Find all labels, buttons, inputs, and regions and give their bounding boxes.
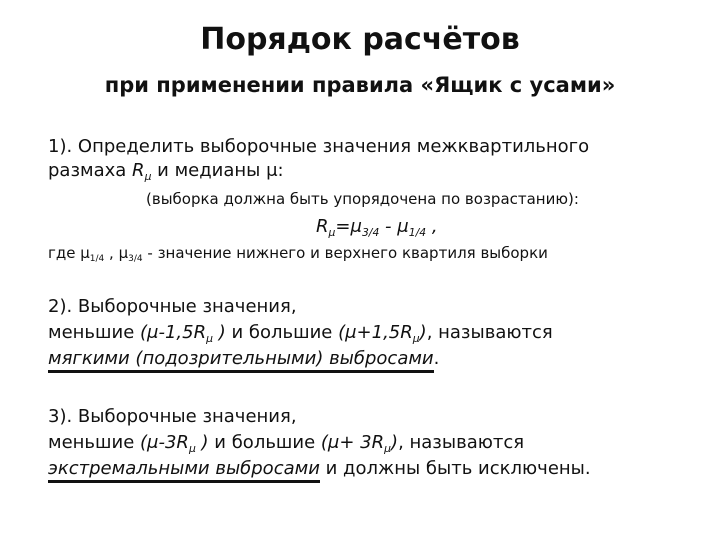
mild-outliers-term: мягкими (подозрительными) выбросами: [48, 348, 434, 373]
step2-lower-bound: ($\mu-1,5R_\mu$ ): [140, 322, 226, 345]
extreme-outliers-term: экстремальными выбросами: [48, 458, 320, 483]
step1-line1: 1). Определить выборочные значения межквартильного: [48, 136, 590, 157]
step1-note: (выборка должна быть упорядочена по возрастанию):: [146, 190, 579, 208]
step1-text: размаха: [48, 160, 133, 181]
slide-subtitle: при применении правила «Ящик с усами»: [104, 73, 616, 97]
formula-end: ,: [426, 216, 438, 237]
formula-sub-14: 1/4: [408, 225, 427, 239]
iqr-formula: [316, 216, 438, 239]
step2-line1: 2). Выборочные значения,: [48, 296, 297, 317]
step1-line2: [48, 160, 284, 183]
formula-sub-34: 3/4: [361, 225, 380, 239]
step3-line1: 3). Выборочные значения,: [48, 406, 297, 427]
range-symbol: R: [132, 160, 145, 181]
step2-greater: и большие: [225, 322, 339, 343]
step2-upper-bound: $(\mu+1,5R_\mu)$: [338, 322, 427, 345]
where-sub-34: 3/4: [128, 254, 143, 265]
step3-line2: [48, 432, 524, 455]
step2-line3: [48, 348, 439, 369]
formula-r: R: [316, 216, 329, 237]
formula-eq: =μ: [335, 216, 362, 237]
step2-line2: [48, 322, 553, 345]
step2-less: меньшие: [48, 322, 140, 343]
step3-upper-bound: $(\mu+ 3R_\mu)$: [320, 432, 399, 455]
step1-text-median: и медианы μ:: [151, 160, 284, 181]
step3-line3: [48, 458, 591, 479]
step3-less: меньшие: [48, 432, 140, 453]
range-subscript: μ: [144, 169, 152, 183]
formula-minus: - μ: [379, 216, 409, 237]
step3-lower-bound: ($\mu-3R_\mu$ ): [140, 432, 209, 455]
step2-called: , называются: [426, 322, 553, 343]
where-prefix: где μ: [48, 244, 90, 262]
where-mid: , μ: [104, 244, 129, 262]
step2-end: .: [433, 348, 440, 369]
quartile-definition: [48, 244, 548, 264]
where-text: - значение нижнего и верхнего квартиля выборки: [142, 244, 548, 262]
step3-called: , называются: [398, 432, 525, 453]
step3-end: и должны быть исключены.: [319, 458, 591, 479]
formula-sub-mu: μ: [328, 225, 336, 239]
where-sub-14: 1/4: [89, 254, 105, 265]
step3-greater: и большие: [208, 432, 321, 453]
slide-title: Порядок расчётов: [200, 22, 520, 57]
